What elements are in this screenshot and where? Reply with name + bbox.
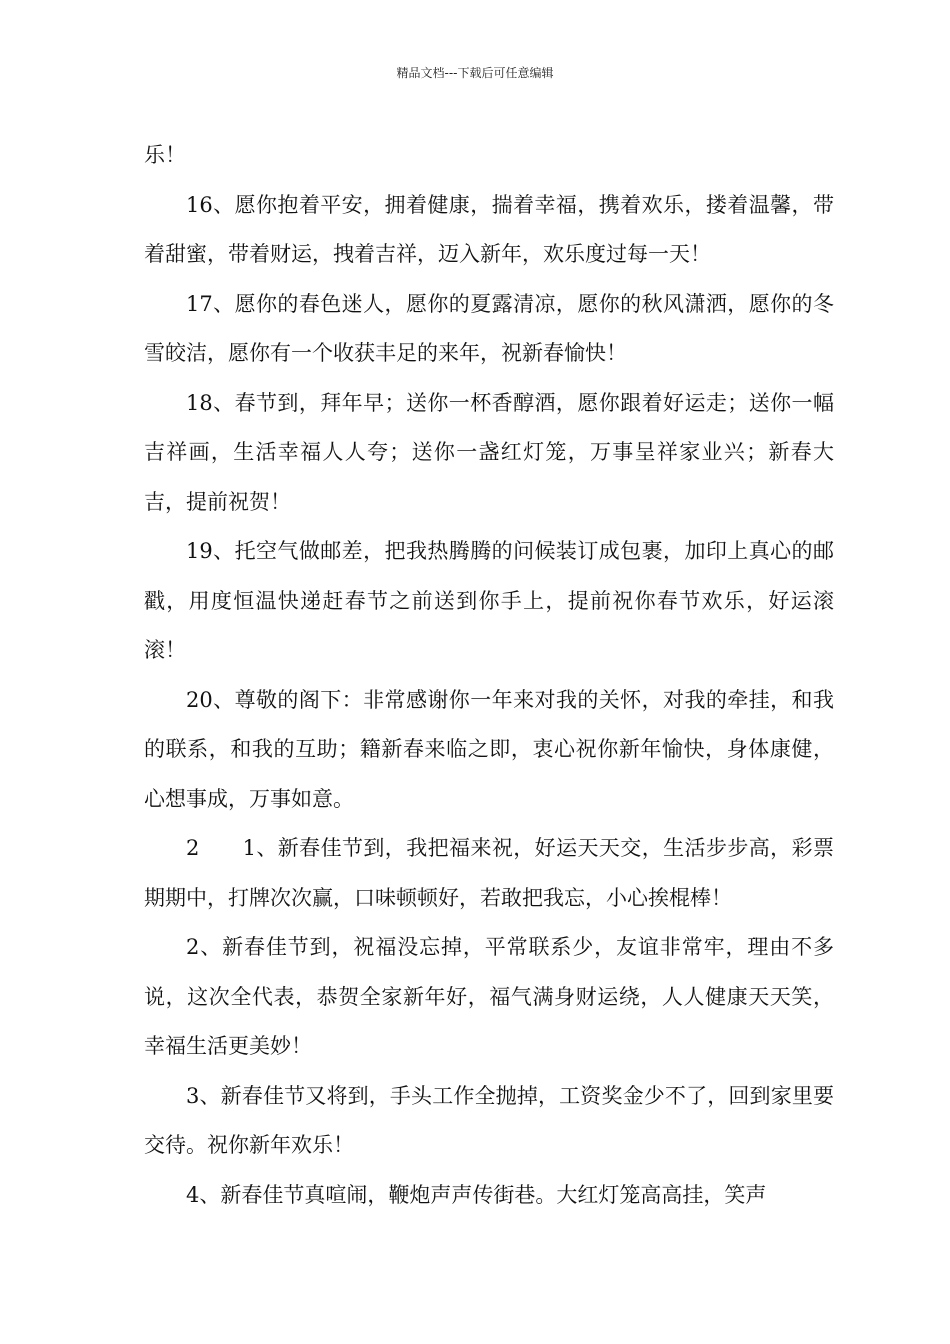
document-body	[144, 131, 834, 1220]
paragraph-4: 4、新春佳节真喧闹，鞭炮声声传街巷。大红灯笼高高挂，笑声	[186, 1182, 767, 1207]
paragraph-continuation: 乐！	[144, 143, 186, 167]
paragraph-18: 18、春节到，拜年早；送你一杯香醇酒，愿你跟着好运走；送你一幅吉祥画，生活幸福人人夸；送你一盏红灯笼，万事呈祥家业兴；新春大吉，提前祝贺！	[144, 390, 834, 514]
paragraph-17: 17、愿你的春色迷人，愿你的夏露清凉，愿你的秋风潇洒，愿你的冬雪皎洁，愿你有一个收获丰足的来年，祝新春愉快！	[144, 291, 834, 365]
paragraph-21: 2 1、新春佳节到，我把福来祝，好运天天交，生活步步高，彩票期期中，打牌次次赢，口味顿顿好，若敢把我忘，小心挨棍棒！	[144, 836, 834, 910]
paragraph-3: 3、新春佳节又将到，手头工作全抛掉，工资奖金少不了，回到家里要交待。祝你新年欢乐！	[144, 1083, 834, 1157]
paragraph-16: 16、愿你抱着平安，拥着健康，揣着幸福，携着欢乐，搂着温馨，带着甜蜜，带着财运，拽着吉祥，迈入新年，欢乐度过每一天！	[144, 192, 834, 266]
paragraph-19: 19、托空气做邮差，把我热腾腾的问候装订成包裹，加印上真心的邮戳，用度恒温快递赶春节之前送到你手上，提前祝你春节欢乐，好运滚滚！	[144, 539, 834, 662]
paragraph-20: 20、尊敬的阁下：非常感谢你一年来对我的关怀，对我的牵挂，和我的联系，和我的互助；籍新春来临之即，衷心祝你新年愉快，身体康健，心想事成，万事如意。	[144, 687, 834, 811]
page-header: 精品文档---下载后可任意编辑	[396, 66, 554, 80]
paragraph-2: 2、新春佳节到，祝福没忘掉，平常联系少，友谊非常牢，理由不多说，这次全代表，恭贺全家新年好，福气满身财运绕，人人健康天天笑，幸福生活更美妙！	[144, 935, 834, 1058]
